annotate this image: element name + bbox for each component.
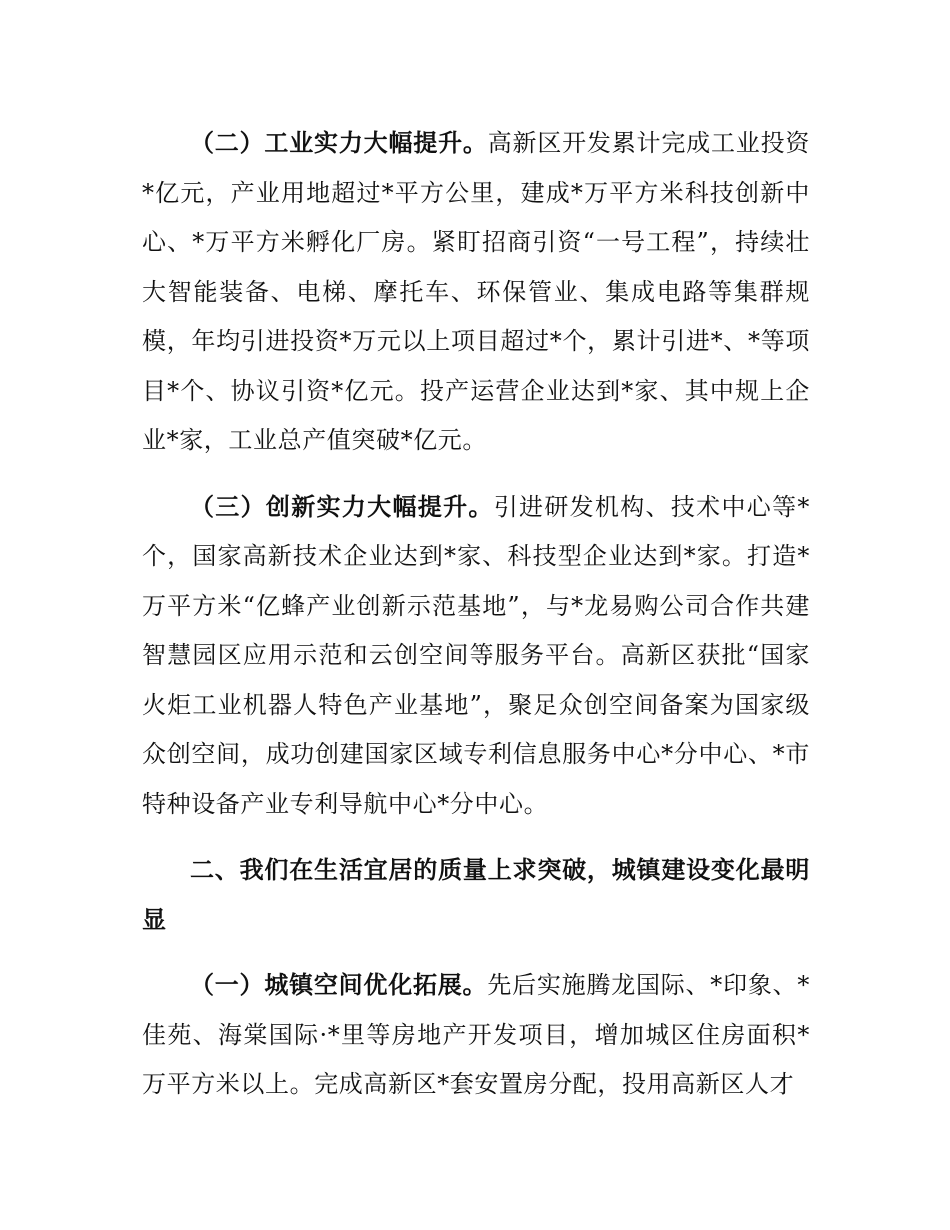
paragraph-urban-space — [142, 960, 810, 1110]
body-urban-space: 先后实施腾龙国际、*印象、*佳苑、海棠国际·*里等房地产开发项目，增加城区住房面积*万平方米以上。完成高新区*套安置房分配，投用高新区人才 — [142, 971, 810, 1098]
body-industry: 高新区开发累计完成工业投资*亿元，产业用地超过*平方公里，建成*万平方米科技创新中心、*万平方米孵化厂房。紧盯招商引资“一号工程”，持续壮大智能装备、电梯、摩托车、环保管业、集成电路等集群规模，年均引进投资*万元以上项目超过*个，累计引进*、*等项目*个、协议引资*亿元。投产运营企业达到*家、其中规上企业*家，工业总产值突破*亿元。 — [142, 129, 810, 454]
body-innovation: 引进研发机构、技术中心等*个，国家高新技术企业达到*家、科技型企业达到*家。打造*万平方米“亿蜂产业创新示范基地”，与*龙易购公司合作共建智慧园区应用示范和云创空间等服务平台。高新区获批“国家火炬工业机器人特色产业基地”，聚足众创空间备案为国家级众创空间，成功创建国家区域专利信息服务中心*分中心、*市特种设备产业专利导航中心*分中心。 — [142, 492, 810, 818]
document-page — [142, 118, 810, 1110]
paragraph-innovation — [142, 482, 810, 830]
heading-industry: （二）工业实力大幅提升。 — [190, 128, 488, 157]
heading-urban-space: （一）城镇空间优化拓展。 — [190, 970, 488, 999]
paragraph-industry — [142, 118, 810, 466]
heading-innovation: （三）创新实力大幅提升。 — [190, 491, 494, 521]
section-title-living: 二、我们在生活宜居的质量上求突破，城镇建设变化最明显 — [142, 855, 810, 934]
